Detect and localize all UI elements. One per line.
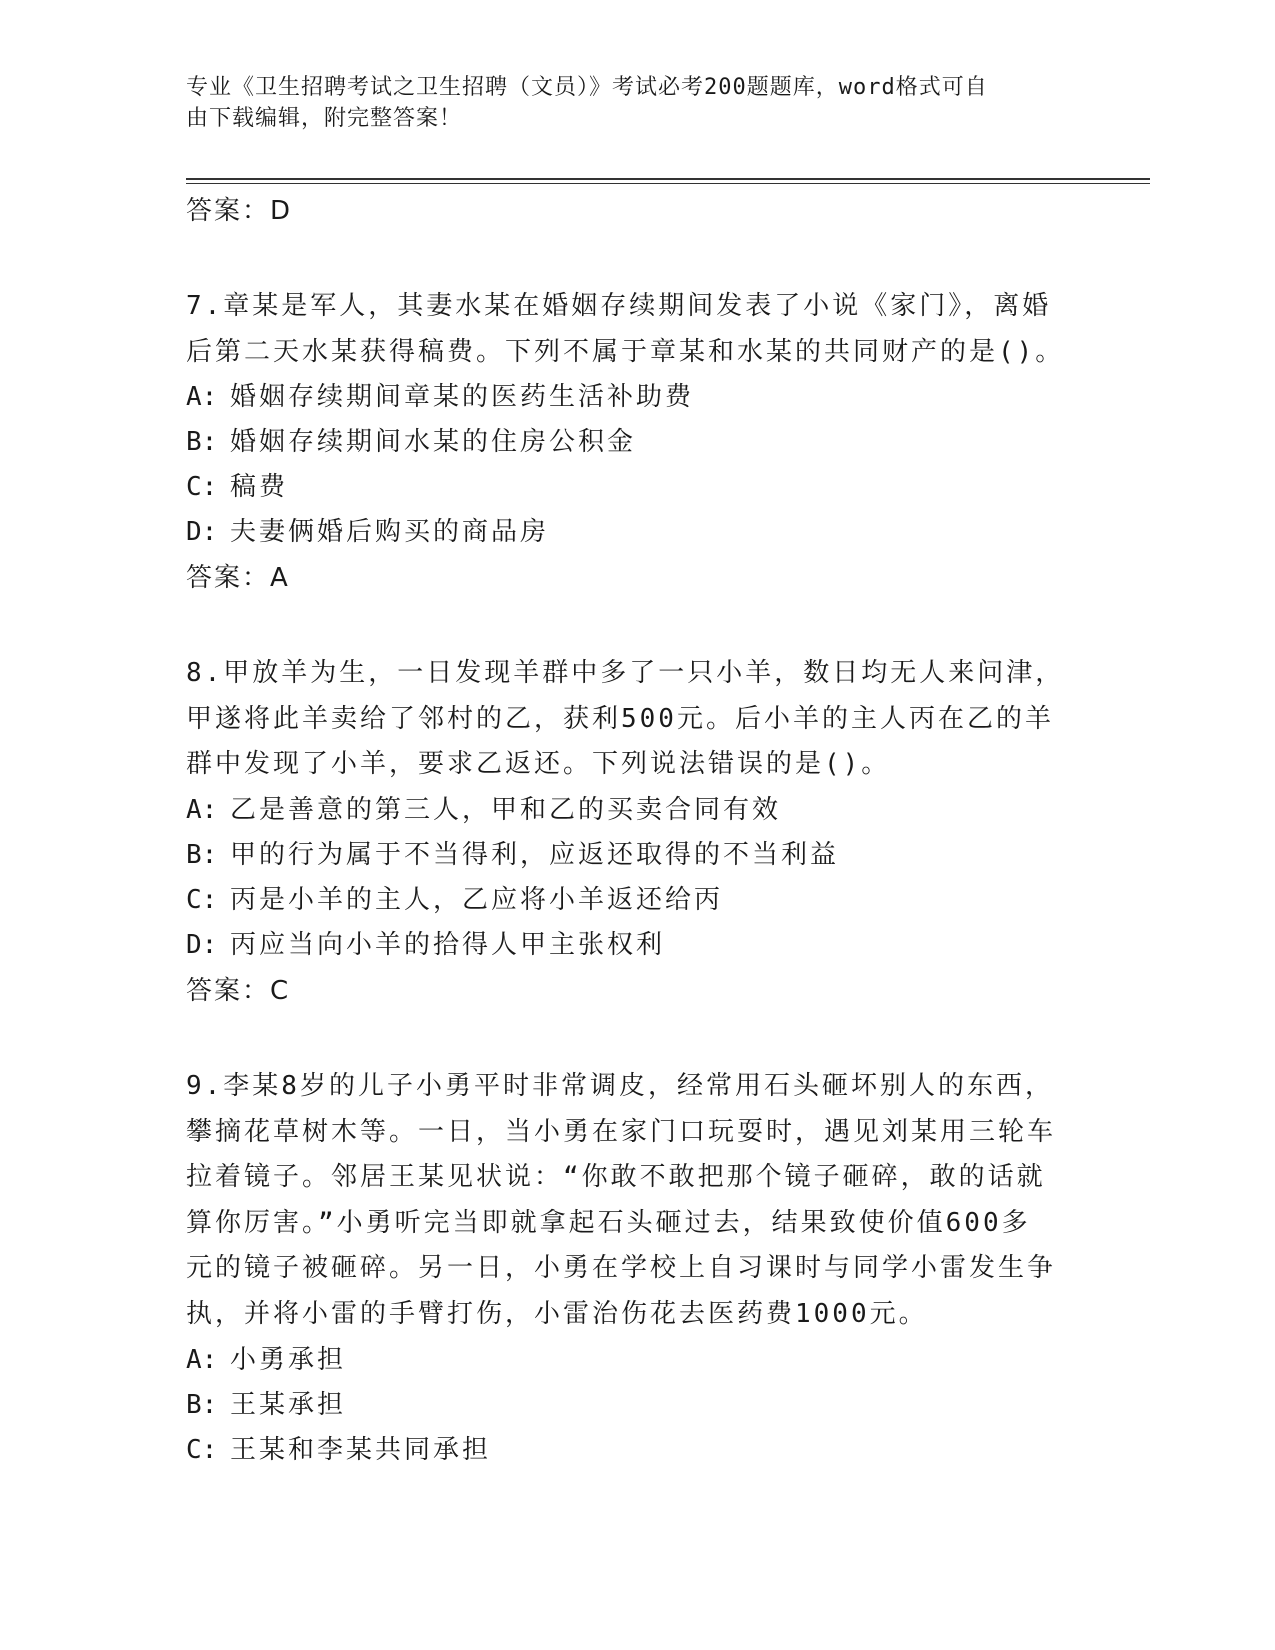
option-key: C: — [186, 1434, 218, 1465]
question-list — [186, 188, 1066, 1473]
question-text-line: 9.李某8岁的儿子小勇平时非常调皮，经常用石头砸坏别人的东西， — [186, 1070, 1054, 1101]
question-block — [186, 651, 1066, 1014]
question-block — [186, 284, 1066, 601]
option-key: B: — [186, 1389, 218, 1420]
question-text-line: 执，并将小雷的手臂打伤，小雷治伤花去医药费1000元。 — [186, 1298, 928, 1329]
option-key: A: — [186, 1344, 218, 1375]
spacer — [186, 234, 1066, 284]
question-text-line: 后第二天水某获得稿费。下列不属于章某和水某的共同财产的是()。 — [186, 336, 1065, 367]
answer-line: 答案：D — [186, 196, 293, 226]
option-text: 乙是善意的第三人，甲和乙的买卖合同有效 — [230, 794, 782, 825]
option-c — [186, 465, 1066, 510]
header-line-2: 由下载编辑，附完整答案！ — [186, 106, 463, 131]
spacer — [186, 1014, 1066, 1064]
answer-line: 答案：C — [186, 975, 291, 1006]
header-divider-thin — [186, 183, 1150, 184]
option-b — [186, 1383, 1066, 1428]
spacer — [186, 601, 1066, 651]
question-text-line: 攀摘花草树木等。一日，当小勇在家门口玩耍时，遇见刘某用三轮车 — [186, 1116, 1057, 1147]
option-a — [186, 375, 1066, 420]
option-b — [186, 833, 1066, 878]
option-text: 夫妻俩婚后购买的商品房 — [230, 517, 550, 548]
option-key: B: — [186, 427, 218, 458]
question-text-line: 7.章某是军人，其妻水某在婚姻存续期间发表了小说《家门》，离婚 — [186, 291, 1052, 321]
option-text: 稿费 — [230, 472, 289, 503]
option-text: 丙是小羊的主人，乙应将小羊返还给丙 — [230, 884, 724, 915]
document-header — [186, 72, 1066, 134]
option-key: C: — [186, 884, 218, 915]
option-b — [186, 420, 1066, 465]
question-text-line: 算你厉害。”小勇听完当即就拿起石头砸过去，结果致使价值600多 — [186, 1207, 1031, 1238]
option-d — [186, 510, 1066, 555]
option-key: A: — [186, 794, 218, 825]
question-text-line: 甲遂将此羊卖给了邻村的乙，获利500元。后小羊的主人丙在乙的羊 — [186, 703, 1054, 734]
answer-line: 答案：A — [186, 563, 290, 594]
option-c — [186, 878, 1066, 923]
header-divider-thick — [186, 178, 1150, 180]
option-text: 小勇承担 — [230, 1344, 347, 1375]
option-d — [186, 923, 1066, 968]
question-text-line: 拉着镜子。邻居王某见状说：“你敢不敢把那个镜子砸碎，敢的话就 — [186, 1162, 1046, 1193]
option-text: 王某承担 — [230, 1389, 347, 1420]
option-text: 甲的行为属于不当得利，应返还取得的不当利益 — [230, 839, 840, 870]
option-text: 丙应当向小羊的拾得人甲主张权利 — [230, 929, 666, 960]
option-text: 婚姻存续期间水某的住房公积金 — [230, 427, 637, 458]
question-text-line: 群中发现了小羊，要求乙返还。下列说法错误的是()。 — [186, 749, 891, 780]
option-a — [186, 1338, 1066, 1383]
option-key: B: — [186, 839, 218, 870]
option-key: A: — [186, 382, 218, 413]
option-a — [186, 788, 1066, 833]
option-c — [186, 1428, 1066, 1473]
header-line-1: 专业《卫生招聘考试之卫生招聘（文员）》考试必考200题题库，word格式可自 — [186, 75, 988, 100]
question-block — [186, 1064, 1066, 1473]
question-text-line: 8.甲放羊为生，一日发现羊群中多了一只小羊，数日均无人来问津， — [186, 658, 1065, 689]
option-key: C: — [186, 472, 218, 503]
option-text: 婚姻存续期间章某的医药生活补助费 — [230, 382, 695, 413]
option-key: D: — [186, 517, 218, 548]
option-key: D: — [186, 929, 218, 960]
question-text-line: 元的镜子被砸碎。另一日，小勇在学校上自习课时与同学小雷发生争 — [186, 1253, 1057, 1284]
option-text: 王某和李某共同承担 — [230, 1434, 492, 1465]
